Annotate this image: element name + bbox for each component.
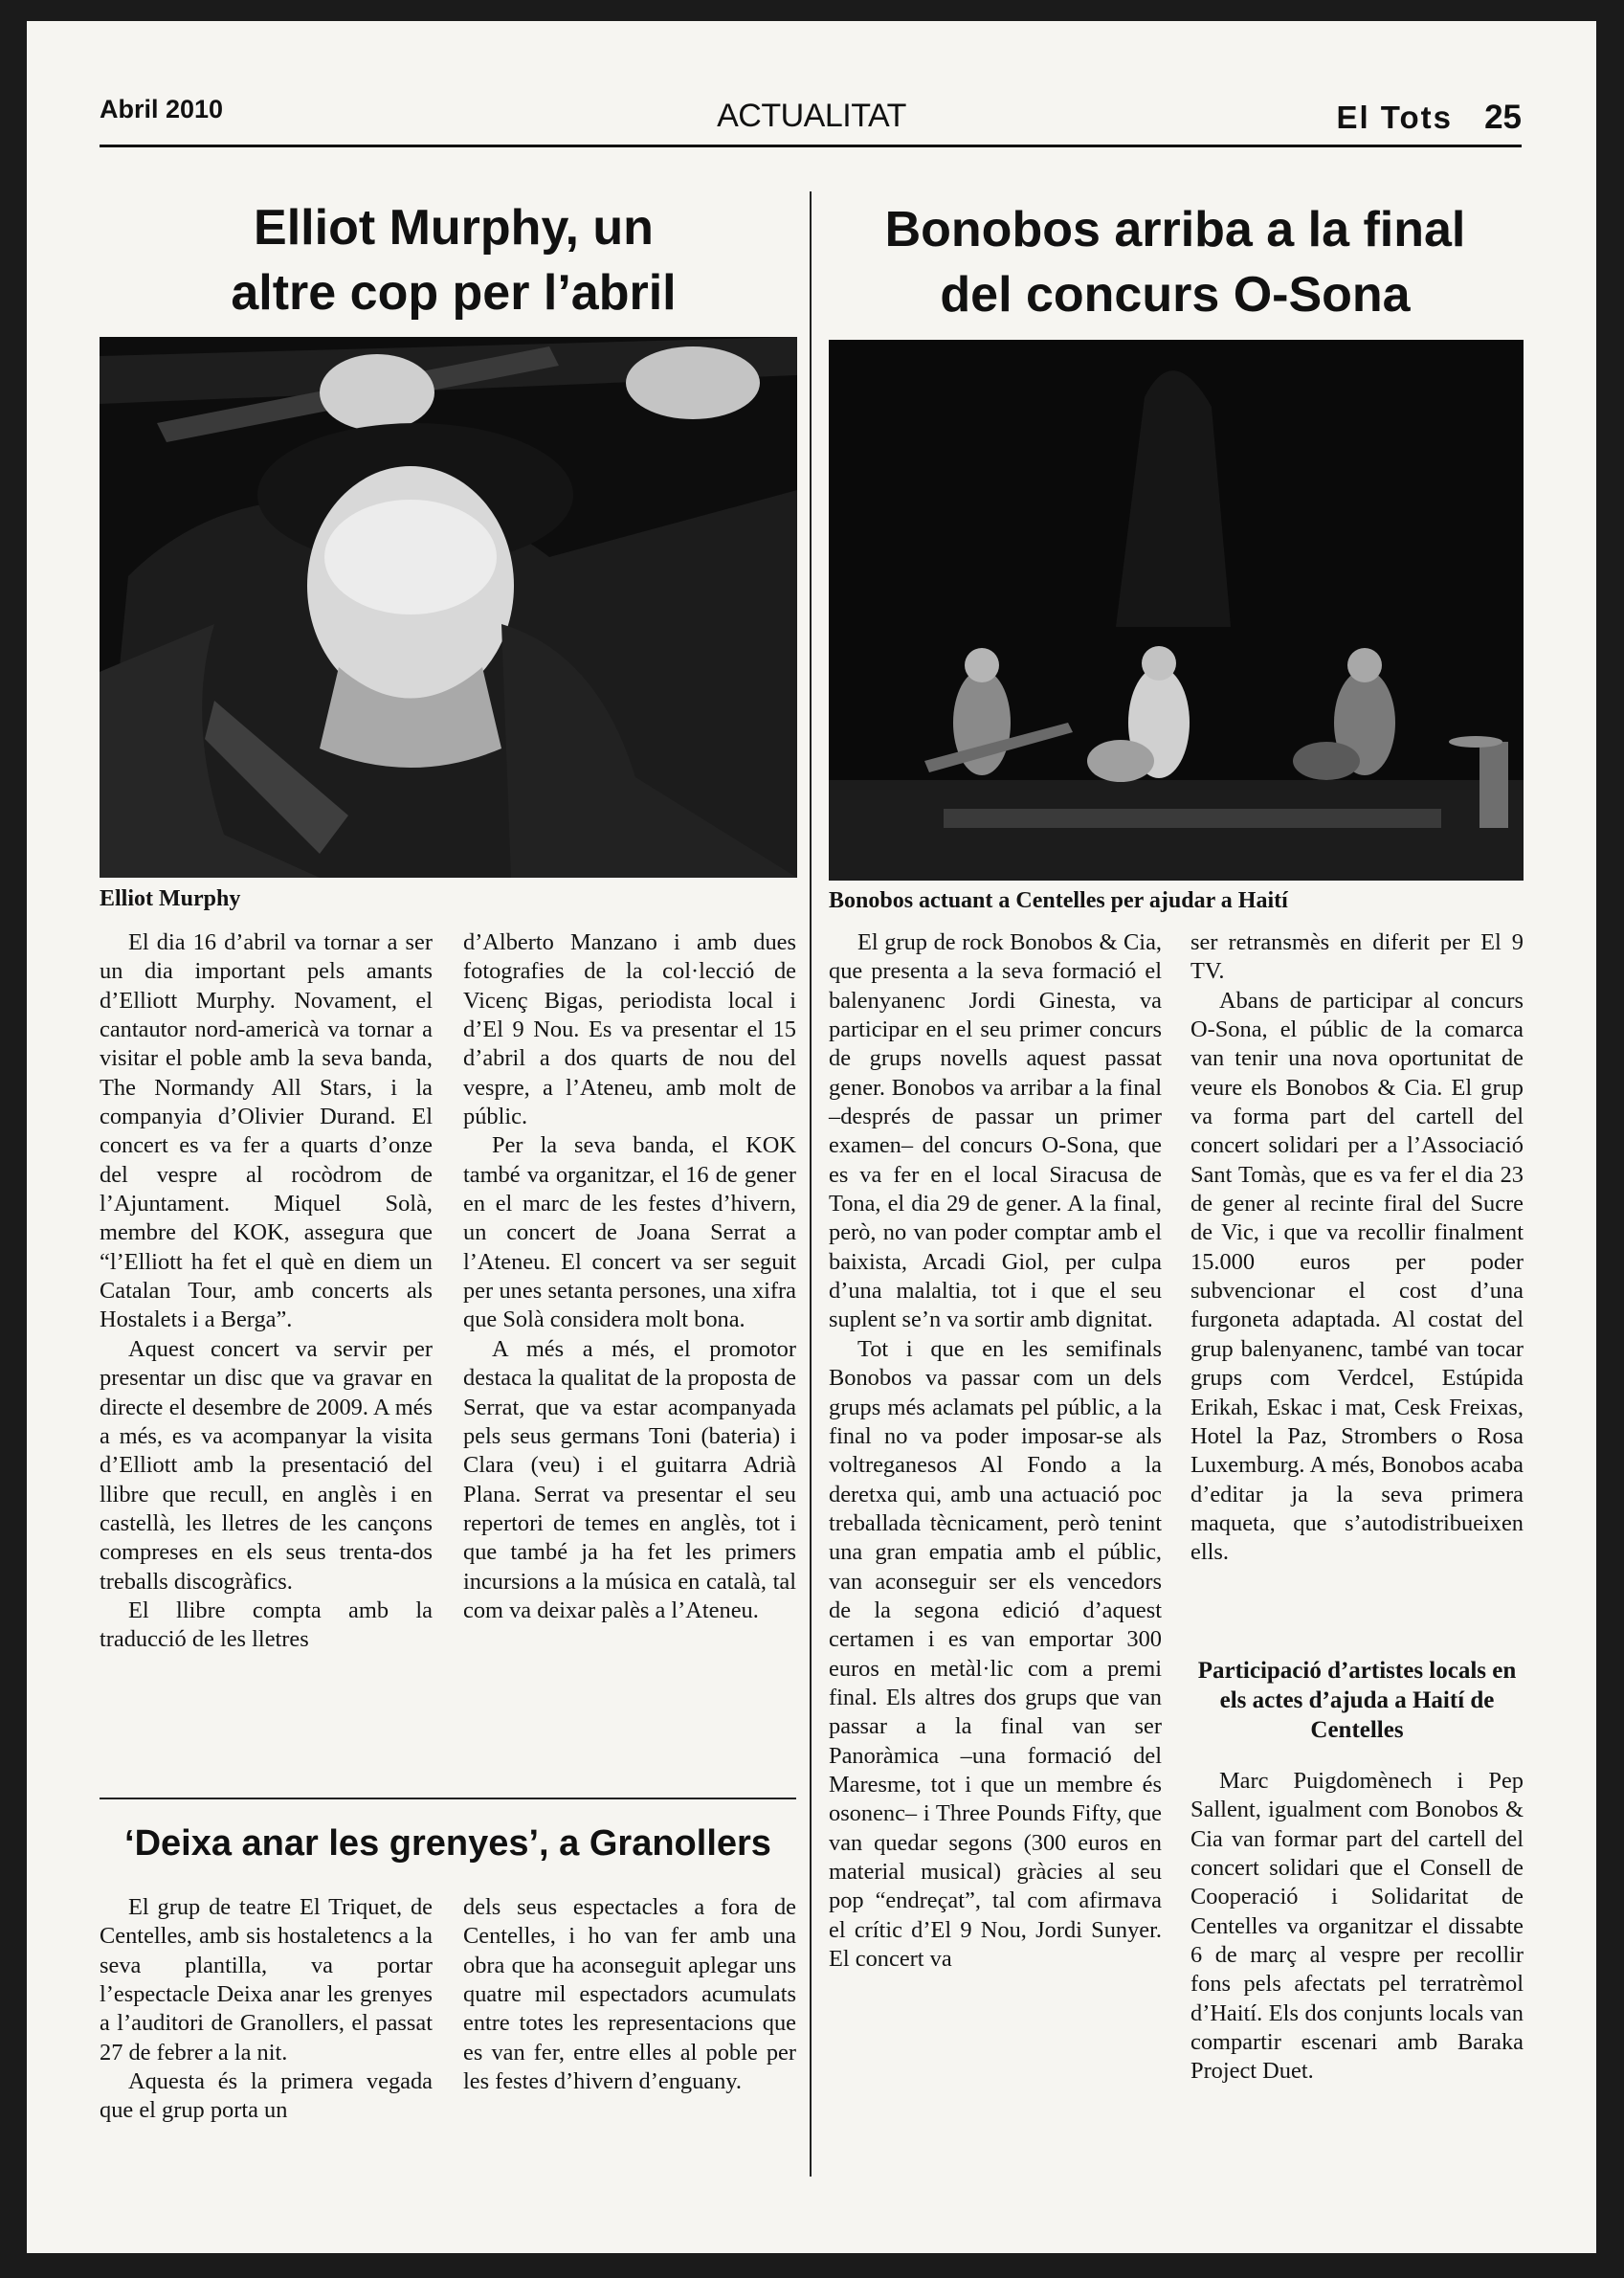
photo-elliot-murphy-drawing <box>100 337 797 878</box>
paragraph: El grup de teatre El Triquet, de Centelles, amb sis hostaletencs a la seva plantilla, va portar l’espectacle Deixa anar les grenyes a l’auditori de Granollers, el passat 27 de febrer a la nit. <box>100 1894 433 2066</box>
publication-name: El Tots <box>1336 100 1453 135</box>
paragraph: dels seus espectacles a fora de Centelles, i ho van fer amb una obra que ha aconseguit aplegar uns quatre mil espectadors acumulats entre totes les representacions que es van fer, entre elles al poble per les festes d’hivern d’enguany. <box>463 1894 796 2095</box>
photo-elliot-murphy <box>100 337 797 878</box>
article1-headline-line1: Elliot Murphy, un <box>254 200 654 256</box>
article2-column2-continued <box>1190 1767 1524 2087</box>
article3-column1 <box>100 1893 433 2126</box>
paragraph: Aquesta és la primera vegada que el grup porta un <box>100 2068 433 2124</box>
article3-rule <box>100 1798 796 1799</box>
article1-headline <box>100 195 808 325</box>
article2-column2 <box>1190 928 1524 1568</box>
paragraph: El llibre compta amb la traducció de les lletres <box>100 1597 433 1653</box>
article2-caption: Bonobos actuant a Centelles per ajudar a Haití <box>829 888 1288 913</box>
article2-headline-line2: del concurs O-Sona <box>940 267 1411 323</box>
paragraph: El grup de rock Bonobos & Cia, que presenta a la seva formació el balenyanenc Jordi Ginesta, va participar en el seu primer concurs de grups novells aquest passat gener. Bonobos va arribar a la final –després de passar un primer examen– del concurs O-Sona, que es va fer en el local Siracusa de Tona, el dia 29 de gener. A la final, però, no van poder comptar amb el baixista, Arcadi Giol, per culpa d’una malaltia, tot i que el seu suplent se’n va sortir amb dignitat. <box>829 929 1162 1333</box>
article2-subheading: Participació d’artistes locals en els actes d’ajuda a Haití de Centelles <box>1197 1658 1517 1743</box>
paragraph: Per la seva banda, el KOK també va organitzar, el 16 de gener en el marc de les festes d’hivern, un concert de Joana Serrat a l’Ateneu. El concert va ser seguit per unes setanta persones, una xifra que Solà considera molt bona. <box>463 1132 796 1333</box>
article1-column2 <box>463 928 796 1625</box>
page-number: 25 <box>1484 99 1522 136</box>
paragraph: ser retransmès en diferit per El 9 TV. <box>1190 929 1524 985</box>
section-title: ACTUALITAT <box>717 98 906 134</box>
paragraph: d’Alberto Manzano i amb dues fotografies de la col·lecció de Vicenç Bigas, periodista local i d’El 9 Nou. Es va presentar el 15 d’abril a dos quarts de nou del vespre, a l’Ateneu, amb molt de públic. <box>463 929 796 1130</box>
paragraph: Abans de participar al concurs O-Sona, el públic de la comarca van tenir una nova oportunitat de veure els Bonobos & Cia. El grup va forma part del cartell del concert solidari per a l’Associació Sant Tomàs, que es va fer el dia 23 de gener al recinte firal del Sucre de Vic, i que va recollir finalment 15.000 euros per poder subvencionar el cost d’una furgoneta adaptada. Al costat del grup balenyanenc, també van tocar grups com Verdcel, Estúpida Erikah, Eskac i mat, Cesk Freixas, Hotel la Paz, Strombers o Rosa Luxemburg. A més, Bonobos acaba d’editar ja la seva primera maqueta, que s’autodistribueixen ells. <box>1190 987 1524 1566</box>
article1-caption: Elliot Murphy <box>100 886 241 911</box>
article3-column2 <box>463 1893 796 2096</box>
issue-date: Abril 2010 <box>100 95 224 123</box>
paragraph: El dia 16 d’abril va tornar a ser un dia important pels amants d’Elliott Murphy. Novament, el cantautor nord-americà va tornar a visitar el poble amb la seva banda, The Normandy All Stars, i la companyia d’Olivier Durand. El concert es va fer a quarts d’onze del vespre al rocòdrom de l’Ajuntament. Miquel Solà, membre del KOK, assegura que “l’Elliott ha fet el què en diem un Catalan Tour, amb concerts als Hostalets i a Berga”. <box>100 929 433 1333</box>
photo-bonobos-concert <box>829 340 1524 881</box>
photo-bonobos-drawing <box>829 340 1524 881</box>
article1-headline-line2: altre cop per l’abril <box>231 265 677 321</box>
article3-headline: ‘Deixa anar les grenyes’, a Granollers <box>124 1823 771 1864</box>
newspaper-page <box>27 21 1596 2253</box>
header-rule <box>100 145 1522 147</box>
article2-headline-line1: Bonobos arriba a la final <box>884 202 1466 257</box>
paragraph: A més a més, el promotor destaca la qualitat de la proposta de Serrat, que va estar acompanyada pels seus germans Toni (bateria) i Clara (veu) i el guitarra Adrià Plana. Serrat va presentar el seu repertori de temes en anglès, tot i que també ja ha fet les primers incursions a la música en català, tal com va deixar palès a l’Ateneu. <box>463 1335 796 1623</box>
article2-headline <box>827 197 1524 327</box>
article2-column1 <box>829 928 1162 1974</box>
column-divider <box>810 191 812 2177</box>
paragraph: Marc Puigdomènech i Pep Sallent, igualment com Bonobos & Cia van formar part del cartell del concert solidari que el Consell de Cooperació i Solidaritat de Centelles va organitzar el dissabte 6 de març al vespre per recollir fons pels afectats pel terratrèmol d’Haití. Els dos conjunts locals van compartir escenari amb Baraka Project Duet. <box>1190 1768 1524 2085</box>
paragraph: Tot i que en les semifinals Bonobos va passar com un dels grups més aclamats pel públic, a la final no va poder imposar-se als voltreganesos Al Fondo a la deretxa qui, amb una actuació poc treballada tècnicament, però tenint una gran empatia amb el públic, van aconseguir ser els vencedors de la segona edició d’aquest certamen i es van emportar 300 euros en metàl·lic com a premi final. Els altres dos grups que van passar a la final van ser Panoràmica –una formació del Maresme, tot i que un membre és osonenc– i Three Pounds Fifty, que van quedar segons (300 euros en material musical) gràcies al seu pop “endreçat”, tal com afirmava el crític d’El 9 Nou, Jordi Sunyer. El concert va <box>829 1335 1162 1973</box>
article1-column1 <box>100 928 433 1655</box>
paragraph: Aquest concert va servir per presentar un disc que va gravar en directe el desembre de 2009. A més a més, es va acompanyar la visita d’Elliott amb la presentació del llibre que recull, en anglès i en castellà, les lletres de les cançons compreses en els seus trenta-dos treballs discogràfics. <box>100 1335 433 1595</box>
